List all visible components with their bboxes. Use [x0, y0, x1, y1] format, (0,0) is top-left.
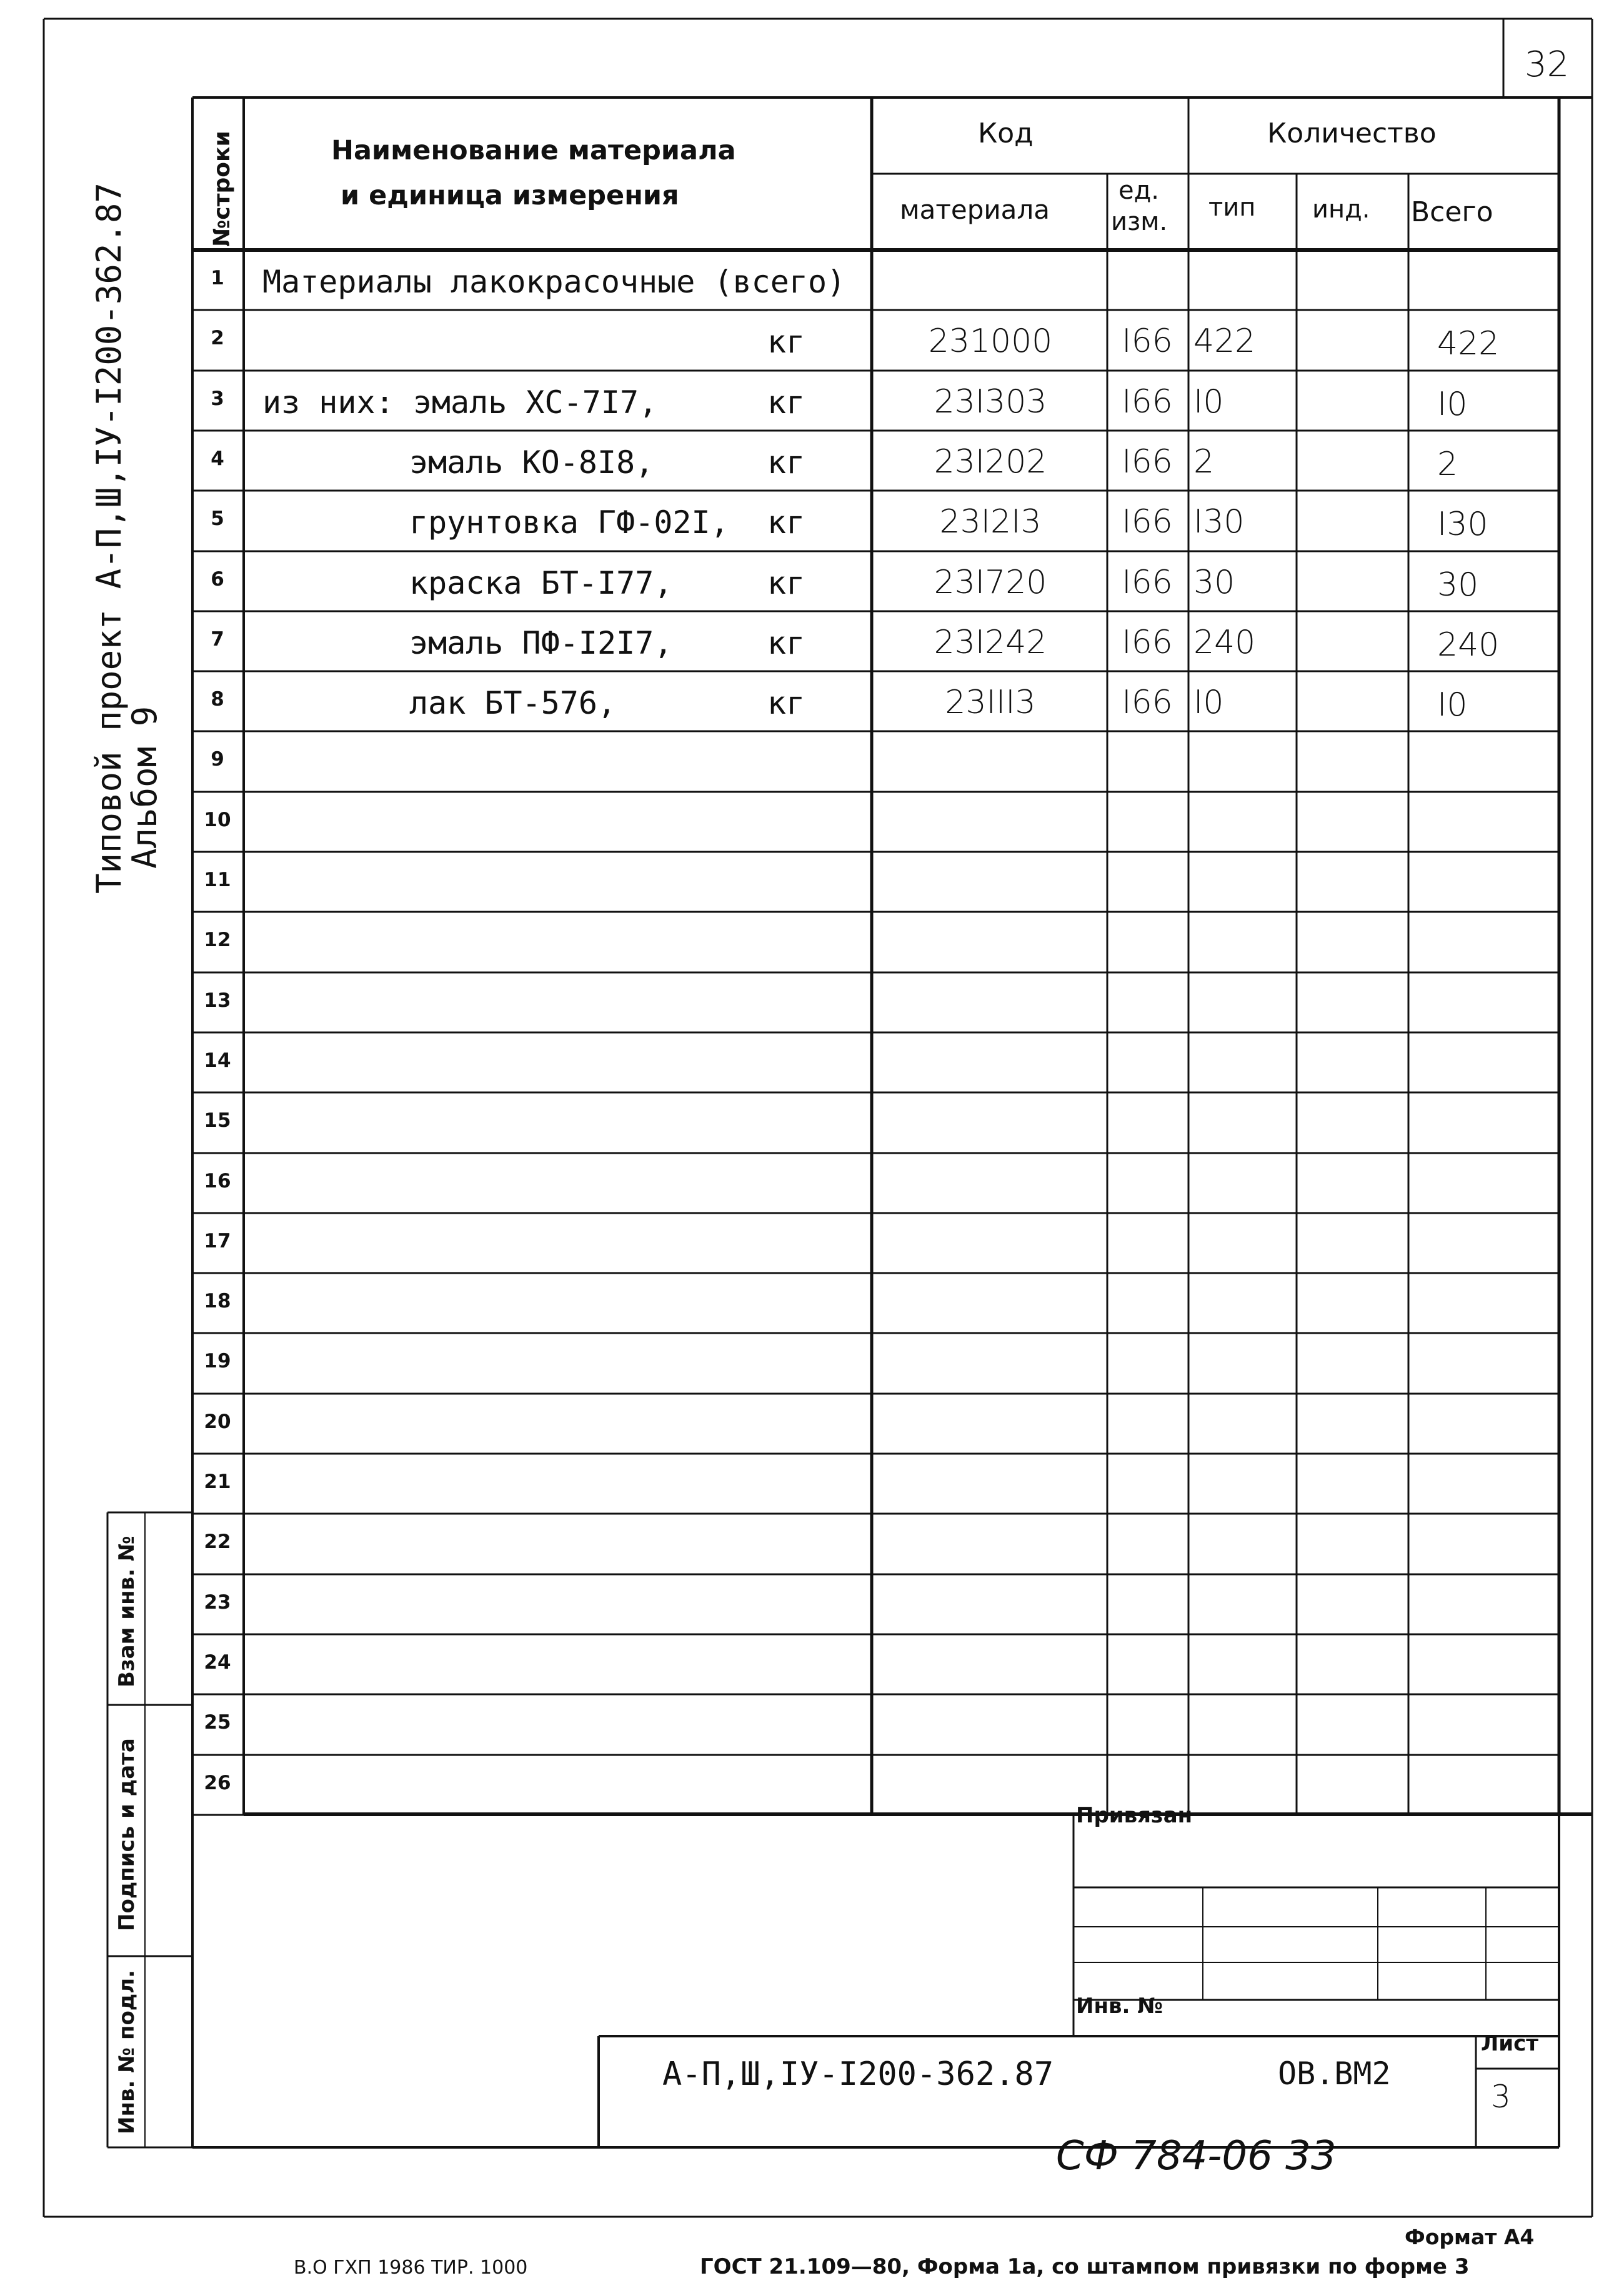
row-number: 1 — [211, 267, 224, 289]
row-number: 14 — [204, 1049, 231, 1072]
qty-tip: I30 — [1193, 503, 1245, 541]
row-number: 10 — [204, 809, 231, 831]
stamp-inv-no: Инв. № — [1076, 1994, 1163, 2019]
header-material: материала — [900, 194, 1050, 225]
row-number: 20 — [204, 1411, 231, 1433]
row-number: 2 — [211, 327, 224, 349]
side-title-line1: Типовой проект А-П,Ш,IУ-I200-362.87 — [89, 182, 129, 894]
material-name: грунтовка ГФ-02I, — [409, 504, 729, 541]
qty-total: I0 — [1437, 386, 1468, 423]
row-number: 23 — [204, 1591, 231, 1614]
row-number: 7 — [211, 628, 224, 651]
material-name: эмаль ПФ-I2I7, — [409, 625, 673, 661]
row-number: 18 — [204, 1290, 231, 1312]
row-number: 22 — [204, 1531, 231, 1553]
stamp-mark: ОВ.ВМ2 — [1278, 2056, 1391, 2092]
qty-total: I0 — [1437, 686, 1468, 724]
material-code: 23III3 — [945, 684, 1036, 721]
header-name-line2: и единица измерения — [341, 180, 679, 211]
material-unit: кг — [767, 625, 805, 661]
header-name-line1: Наименование материала — [331, 135, 736, 166]
material-code: 23I202 — [934, 443, 1047, 481]
stamp-doc-code: А-П,Ш,IУ-I200-362.87 — [662, 2056, 1054, 2093]
unit-code: I66 — [1122, 383, 1173, 421]
stamp-list-number: 3 — [1491, 2079, 1511, 2115]
material-unit: кг — [767, 324, 805, 360]
row-number: 25 — [204, 1711, 231, 1734]
handwritten-note: СФ 784-06 33 — [1056, 2133, 1337, 2179]
row-number: 5 — [211, 507, 224, 530]
material-name: из них: эмаль ХС-7I7, — [262, 384, 658, 421]
unit-code: I66 — [1122, 684, 1173, 721]
header-unit-abbr-2: изм. — [1111, 207, 1168, 236]
row-number: 21 — [204, 1471, 231, 1493]
header-quantity: Количество — [1267, 117, 1437, 149]
material-unit: кг — [767, 384, 805, 421]
header-ind: инд. — [1312, 195, 1370, 224]
row-number: 17 — [204, 1230, 231, 1252]
material-unit: кг — [767, 685, 805, 721]
qty-total: 422 — [1437, 325, 1500, 362]
unit-code: I66 — [1122, 624, 1173, 661]
header-unit-abbr-1: ед. — [1118, 176, 1159, 205]
material-code: 23I303 — [934, 383, 1047, 421]
qty-total: 240 — [1437, 626, 1500, 664]
stamp-list-label: Лист — [1481, 2031, 1538, 2056]
strip-vzam-inv: Взам инв. № — [114, 1536, 139, 1687]
row-number: 4 — [211, 447, 224, 470]
stamp-privyazan: Привязан — [1076, 1803, 1193, 1828]
row-number: 26 — [204, 1772, 231, 1794]
footer-gost: ГОСТ 21.109—80, Форма 1а, со штампом привязки по форме 3 — [700, 2254, 1470, 2279]
row-number: 3 — [211, 387, 224, 410]
side-title-line2: Альбом 9 — [125, 706, 164, 869]
material-name: краска БТ-I77, — [409, 565, 673, 601]
row-number: 13 — [204, 989, 231, 1012]
material-name: лак БТ-576, — [409, 685, 617, 721]
unit-code: I66 — [1122, 503, 1173, 541]
qty-tip: 422 — [1193, 322, 1256, 360]
material-unit: кг — [767, 444, 805, 481]
qty-total: 30 — [1437, 566, 1479, 604]
qty-tip: 240 — [1193, 624, 1256, 661]
material-code: 23I242 — [934, 624, 1047, 661]
qty-total: 2 — [1437, 446, 1458, 483]
material-code: 231000 — [928, 322, 1053, 360]
row-number: 15 — [204, 1109, 231, 1132]
material-unit: кг — [767, 504, 805, 541]
material-unit: кг — [767, 565, 805, 601]
row-number: 11 — [204, 869, 231, 891]
qty-tip: 30 — [1193, 564, 1235, 601]
footer-left-print: В.О ГХП 1986 ТИР. 1000 — [294, 2257, 528, 2279]
sheet-number-top: 32 — [1525, 44, 1570, 85]
header-row-number: №строки — [209, 131, 235, 247]
qty-tip: 2 — [1193, 443, 1215, 481]
header-total: Всего — [1411, 196, 1493, 228]
material-name: эмаль КО-8I8, — [409, 444, 654, 481]
row-number: 16 — [204, 1170, 231, 1192]
row-number: 12 — [204, 929, 231, 951]
row-number: 9 — [211, 748, 224, 771]
format-label: Формат А4 — [1405, 2225, 1535, 2249]
qty-total: I30 — [1437, 506, 1488, 543]
header-tip: тип — [1208, 193, 1256, 222]
header-code: Код — [978, 117, 1034, 149]
unit-code: I66 — [1122, 443, 1173, 481]
qty-tip: I0 — [1193, 383, 1224, 421]
row-number: 24 — [204, 1651, 231, 1674]
material-code: 23I2I3 — [939, 503, 1042, 541]
strip-inv-podl: Инв. № подл. — [114, 1969, 139, 2134]
material-code: 23I720 — [934, 564, 1047, 601]
qty-tip: I0 — [1193, 684, 1224, 721]
material-name: Материалы лакокрасочные (всего) — [262, 264, 846, 300]
row-number: 19 — [204, 1350, 231, 1372]
unit-code: I66 — [1122, 322, 1173, 360]
strip-podpis-data: Подпись и дата — [114, 1738, 139, 1931]
row-number: 6 — [211, 568, 224, 591]
row-number: 8 — [211, 688, 224, 711]
unit-code: I66 — [1122, 564, 1173, 601]
